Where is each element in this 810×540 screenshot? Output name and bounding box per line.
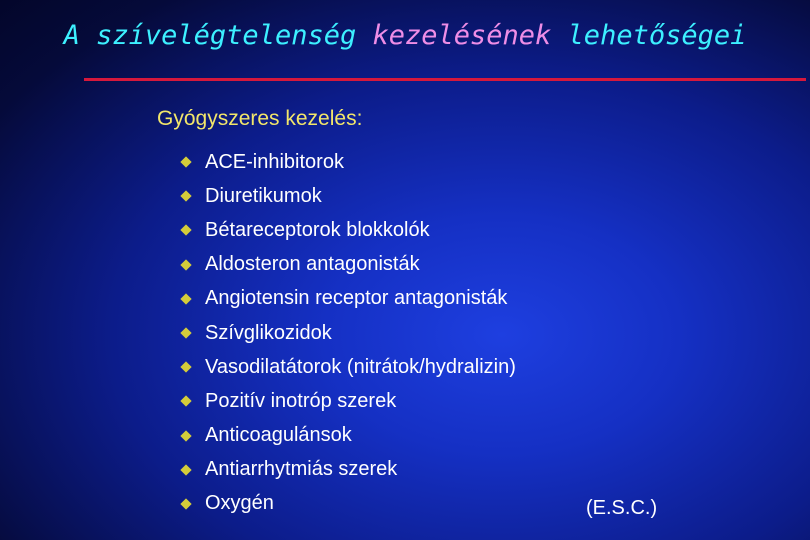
diamond-bullet-icon xyxy=(180,464,191,475)
list-item xyxy=(180,487,516,521)
list-item xyxy=(180,213,516,247)
list-item-label: Vasodilatátorok (nitrátok/hydralizin) xyxy=(205,355,516,378)
title-part-1: A szívelégtelenség xyxy=(63,20,373,51)
list-item xyxy=(180,453,516,487)
list-item xyxy=(180,282,516,316)
list-item-label: ACE-inhibitorok xyxy=(205,150,344,173)
list-item-label: Angiotensin receptor antagonisták xyxy=(205,287,508,310)
list-item-label: Szívglikozidok xyxy=(205,321,332,344)
diamond-bullet-icon xyxy=(180,191,191,202)
list-item-label: Diuretikumok xyxy=(205,184,322,207)
slide-title xyxy=(0,20,810,51)
list-item-label: Aldosteron antagonisták xyxy=(205,253,420,276)
section-heading: Gyógyszeres kezelés: xyxy=(157,107,363,130)
treatment-list xyxy=(180,145,516,521)
list-item-label: Bétareceptorok blokkolók xyxy=(205,218,430,241)
list-item xyxy=(180,248,516,282)
diamond-bullet-icon xyxy=(180,259,191,270)
title-part-2: kezelésének xyxy=(372,20,552,51)
list-item-label: Antiarrhytmiás szerek xyxy=(205,458,398,481)
diamond-bullet-icon xyxy=(180,430,191,441)
diamond-bullet-icon xyxy=(180,293,191,304)
source-citation: (E.S.C.) xyxy=(586,497,658,519)
diamond-bullet-icon xyxy=(180,156,191,167)
title-divider xyxy=(84,78,806,81)
diamond-bullet-icon xyxy=(180,396,191,407)
list-item xyxy=(180,384,516,418)
list-item-label: Anticoagulánsok xyxy=(205,424,352,447)
list-item-label: Pozitív inotróp szerek xyxy=(205,389,397,412)
diamond-bullet-icon xyxy=(180,225,191,236)
list-item xyxy=(180,350,516,384)
list-item xyxy=(180,419,516,453)
title-part-3: lehetőségei xyxy=(551,20,747,51)
diamond-bullet-icon xyxy=(180,327,191,338)
list-item xyxy=(180,316,516,350)
list-item xyxy=(180,179,516,213)
list-item-label: Oxygén xyxy=(205,492,274,515)
diamond-bullet-icon xyxy=(180,362,191,373)
list-item xyxy=(180,145,516,179)
diamond-bullet-icon xyxy=(180,498,191,509)
